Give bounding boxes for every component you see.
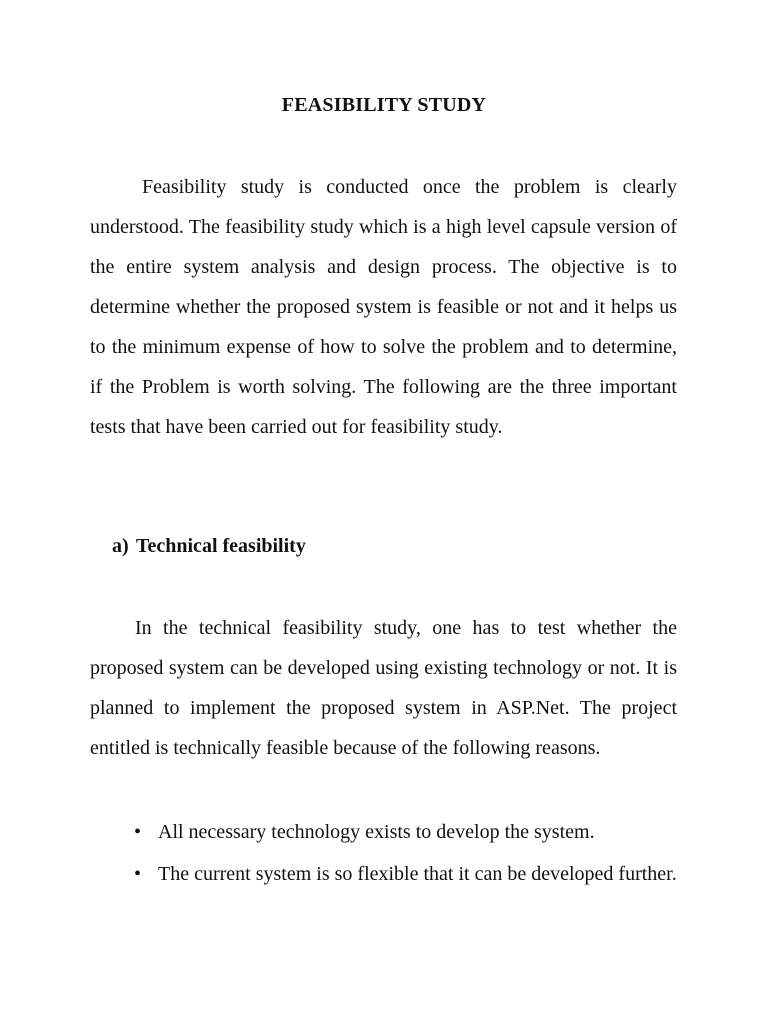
reasons-list xyxy=(132,812,678,896)
list-item xyxy=(132,812,678,852)
intro-paragraph: Feasibility study is conducted once the problem is clearly understood. The feasibility study which is a high level capsule version of the entire system analysis and design process. The objective is to determine whether the proposed system is feasible or not and it helps us to the minimum expense of how to solve the problem and to determine, if the Problem is worth solving. The following are the three important tests that have been carried out for feasibility study. xyxy=(90,176,677,438)
list-item-text: All necessary technology exists to develop the system. xyxy=(158,821,595,843)
technical-feasibility-paragraph: In the technical feasibility study, one has to test whether the proposed system can be developed using existing technology or not. It is planned to implement the proposed system in ASP.Net. The project entitled is technically feasible because of the following reasons. xyxy=(90,617,677,759)
list-item xyxy=(132,854,678,894)
bullet-icon: • xyxy=(134,821,142,843)
section-heading-text: Technical feasibility xyxy=(136,535,306,557)
bullet-icon: • xyxy=(134,863,142,885)
section-marker: a) xyxy=(112,535,129,557)
page-title: FEASIBILITY STUDY xyxy=(281,94,487,116)
list-item-text: The current system is so flexible that it can be developed further. xyxy=(158,863,677,885)
section-heading-technical-feasibility xyxy=(112,535,306,558)
